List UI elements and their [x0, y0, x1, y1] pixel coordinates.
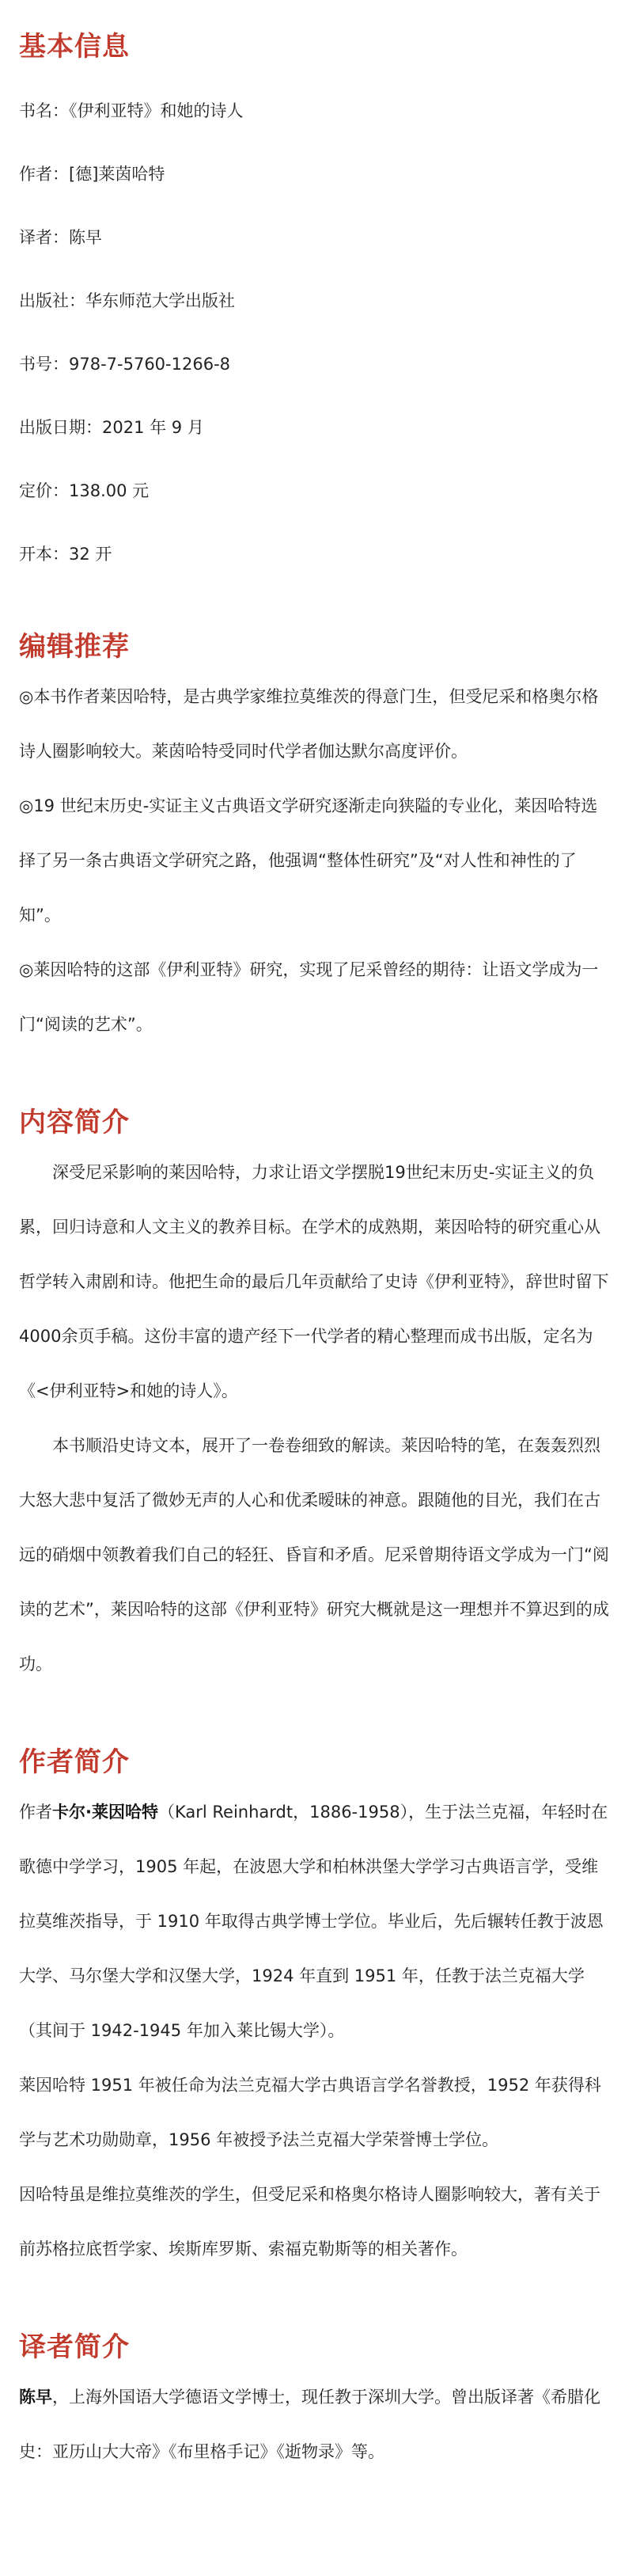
author-intro-paragraph-3: 因哈特虽是维拉莫维茨的学生，但受尼采和格奥尔格诗人圈影响较大，著有关于前苏格拉底哲学家、埃斯库罗斯、索福克勒斯等的相关著作。 [19, 2185, 600, 2259]
translator-label: 译者： [19, 228, 69, 247]
publish-date-value: 2021 年 9 月 [102, 418, 204, 437]
author-label: 作者： [19, 165, 69, 184]
editor-recommend-title: 编辑推荐 [19, 631, 130, 663]
author-value: [德]莱茵哈特 [69, 165, 165, 184]
format-value: 32 开 [69, 545, 112, 564]
isbn-label: 书号： [19, 355, 69, 374]
author-intro-paragraph-1 [19, 1785, 609, 2058]
price-label: 定价： [19, 481, 69, 500]
translator-line [19, 225, 609, 250]
publisher-line [19, 288, 609, 313]
translator-intro-section [19, 2324, 609, 2479]
author-intro-paragraph-2: 莱因哈特 1951 年被任命为法兰克福大学古典语言学名誉教授，1952 年获得科学与艺术功勋勋章，1956 年被授予法兰克福大学荣誉博士学位。 [19, 2076, 601, 2149]
author-name: 卡尔·莱因哈特 [52, 1803, 158, 1822]
content-intro-paragraph-1: 深受尼采影响的莱因哈特，力求让语文学摆脱19世纪末历史-实证主义的负累，回归诗意和人文主义的教养目标。在学术的成熟期，莱因哈特的研究重心从哲学转入肃剧和诗。他把生命的最后几年贡献给了史诗《伊利亚特》，辞世时留下4000余页手稿。这份丰富的遗产经下一代学者的精心整理而成书出版，定名为《<伊利亚特>和她的诗人》。 [19, 1163, 609, 1400]
book-name-line [19, 98, 609, 123]
basic-info-title: 基本信息 [19, 31, 130, 63]
content-intro-title: 内容简介 [19, 1107, 130, 1138]
format-line [19, 541, 609, 567]
price-line [19, 478, 609, 503]
editor-recommend-section [19, 624, 609, 1052]
translator-intro-paragraph [19, 2370, 609, 2479]
book-name-value: 《伊利亚特》和她的诗人 [69, 101, 244, 120]
content-intro-section [19, 1100, 609, 1692]
isbn-value: 978-7-5760-1266-8 [69, 355, 231, 374]
publisher-value: 华东师范大学出版社 [85, 291, 235, 310]
basic-info-section [19, 24, 609, 567]
author-intro-text-1: （Karl Reinhardt，1886-1958），生于法兰克福，年轻时在歌德中学学习，1905 年起，在波恩大学和柏林洪堡大学学习古典语言学，受维拉莫维茨指导，于 1910 年取得古典学博士学位。毕业后，先后辗转任教于波恩大学、马尔堡大学和汉堡大学，1924 年直到 1951 年，任教于法兰克福大学（其间于 1942-1945 年加入莱比锡大学）。 [19, 1803, 608, 2040]
author-intro-title: 作者简介 [19, 1746, 130, 1778]
publish-date-label: 出版日期： [19, 418, 102, 437]
translator-value: 陈早 [69, 228, 102, 247]
isbn-line [19, 351, 609, 377]
content-intro-paragraph-2: 本书顺沿史诗文本，展开了一卷卷细致的解读。莱因哈特的笔，在轰轰烈烈大怒大悲中复活了微妙无声的人心和优柔暧昧的神意。跟随他的目光，我们在古远的硝烟中领教着我们自己的轻狂、昏盲和矛盾。尼采曾期待语文学成为一门“阅读的艺术”，莱因哈特的这部《伊利亚特》研究大概就是这一理想并不算迟到的成功。 [19, 1436, 609, 1674]
translator-name: 陈早 [19, 2388, 52, 2407]
editor-recommend-paragraph-1: ◎本书作者莱因哈特，是古典学家维拉莫维茨的得意门生，但受尼采和格奥尔格诗人圈影响较大。莱茵哈特受同时代学者伽达默尔高度评价。 [19, 687, 599, 761]
editor-recommend-paragraph-2: ◎19 世纪末历史-实证主义古典语文学研究逐渐走向狭隘的专业化，莱因哈特选择了另一条古典语文学研究之路，他强调“整体性研究”及“对人性和神性的了知”。 [19, 796, 598, 925]
translator-intro-title: 译者简介 [19, 2331, 130, 2363]
translator-intro-text: ，上海外国语大学德语文学博士，现任教于深圳大学。曾出版译著《希腊化史：亚历山大大帝》《布里格手记》《逝物录》等。 [19, 2388, 600, 2461]
editor-recommend-paragraph-3: ◎莱因哈特的这部《伊利亚特》研究，实现了尼采曾经的期待：让语文学成为一门“阅读的艺术”。 [19, 960, 599, 1034]
author-intro-section [19, 1739, 609, 2277]
author-line [19, 161, 609, 187]
author-intro-prefix: 作者 [19, 1803, 52, 1822]
format-label: 开本： [19, 545, 69, 564]
book-name-label: 书名： [19, 101, 69, 120]
publisher-label: 出版社： [19, 291, 85, 310]
publish-date-line [19, 415, 609, 440]
price-value: 138.00 元 [69, 481, 150, 500]
